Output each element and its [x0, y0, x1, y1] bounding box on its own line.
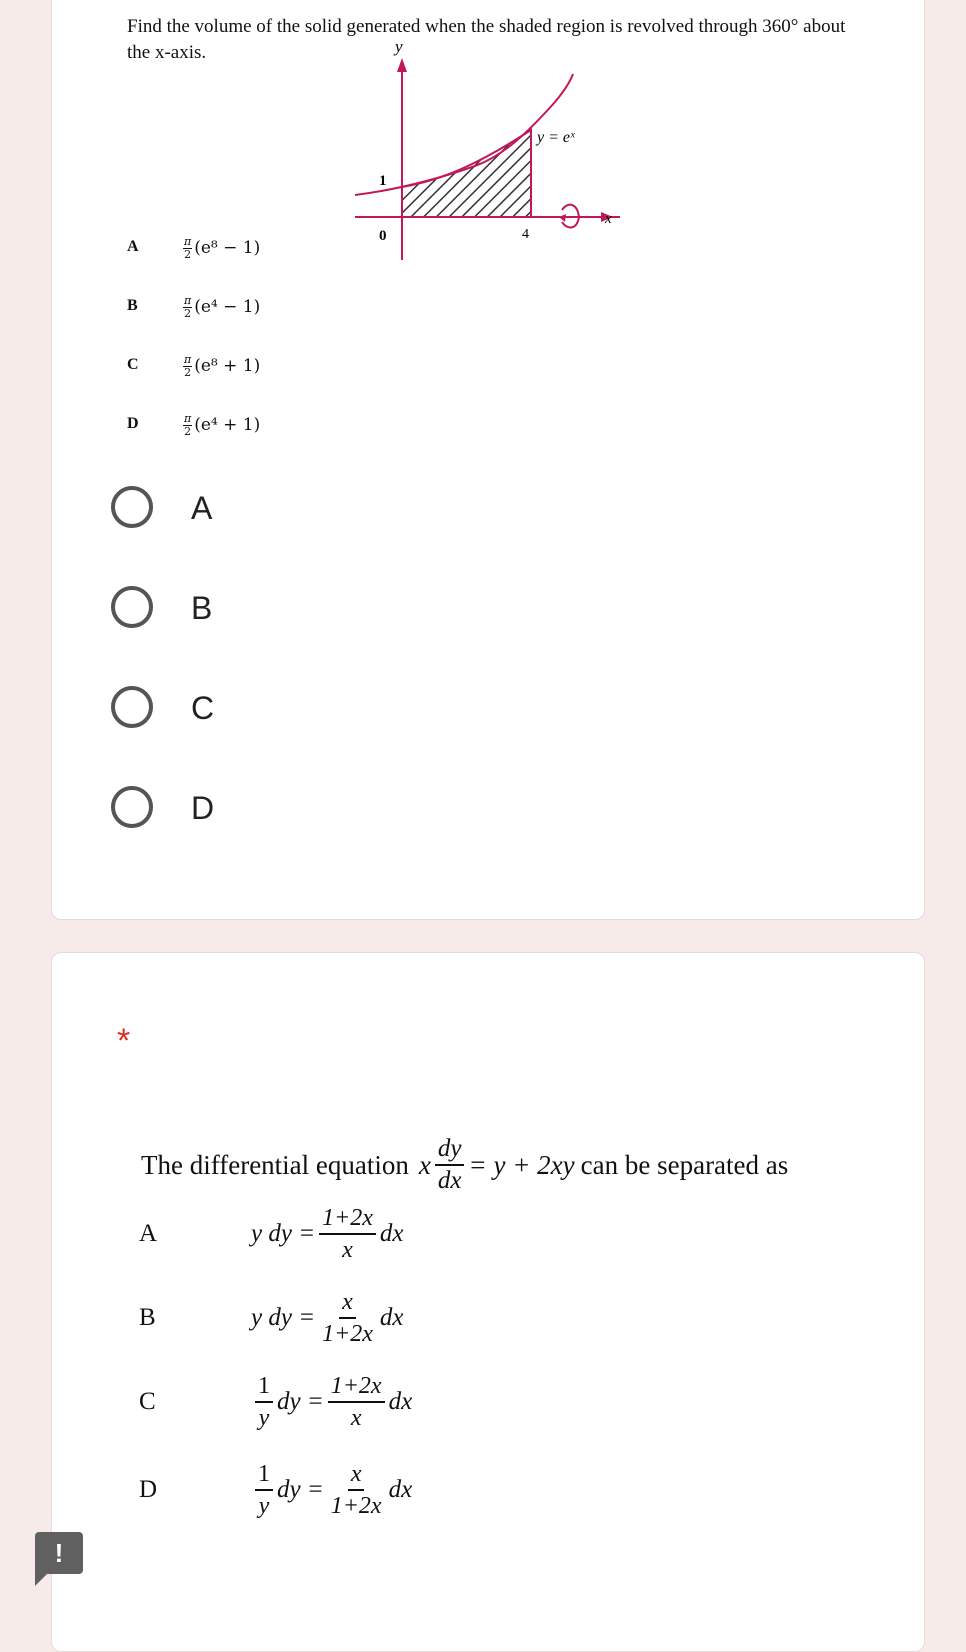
radio-label-b: B: [191, 590, 213, 626]
origin-label: 0: [379, 228, 387, 244]
y-axis-label: y: [395, 37, 403, 56]
q2-option-d: D $\frac{1}{y}$ dy = $\frac{x}{1+2x}$ dx: [139, 1461, 413, 1519]
question-2-text: The differential equation x $\frac{dy}{dx}$ = y + 2xy can be separated as: [141, 1135, 789, 1194]
x-axis-label: x: [605, 211, 612, 227]
tick-4-label: 4: [522, 227, 529, 242]
q2-option-a: A y dy = $\frac{1+2x}{x}$ dx: [139, 1205, 404, 1263]
radio-circle-icon[interactable]: [111, 586, 153, 628]
radio-circle-icon[interactable]: [111, 486, 153, 528]
question-2-content: [51, 952, 925, 1591]
curve-label: y = eˣ: [537, 129, 575, 146]
radio-circle-icon[interactable]: [111, 786, 153, 828]
tick-1-label: 1: [379, 173, 387, 189]
shaded-region: [402, 130, 531, 217]
feedback-button[interactable]: !: [35, 1532, 83, 1574]
required-asterisk: *: [117, 1022, 131, 1060]
radio-label-c: C: [191, 690, 215, 726]
radio-circle-icon[interactable]: [111, 686, 153, 728]
radio-label-d: D: [191, 790, 215, 826]
question-1-text: Find the volume of the solid generated when the shaded region is revolved through 360° about the x-axis.: [127, 16, 846, 63]
radio-label-a: A: [191, 490, 213, 526]
q2-option-b: B y dy = $\frac{x}{1+2x}$ dx: [139, 1289, 404, 1347]
q2-option-c: C $\frac{1}{y}$ dy = $\frac{1+2x}{x}$ dx: [139, 1373, 413, 1431]
graph-figure: [355, 30, 695, 270]
